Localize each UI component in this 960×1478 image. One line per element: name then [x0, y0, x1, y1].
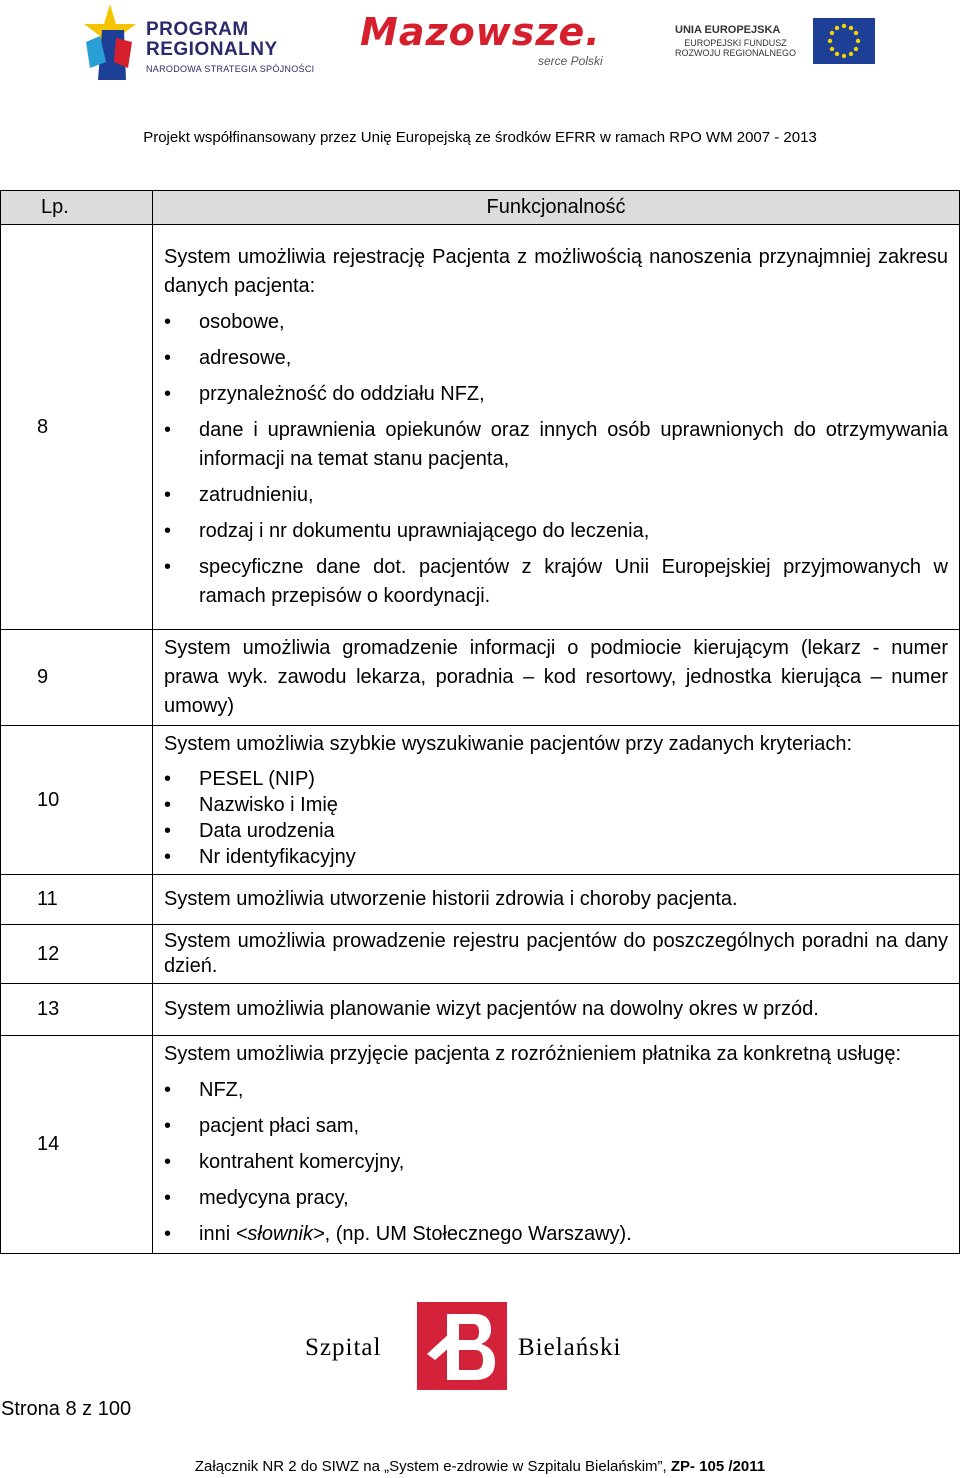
list-item: • adresowe, [164, 344, 948, 373]
program-regionalny-subtitle: NARODOWA STRATEGIA SPÓJNOŚCI [146, 64, 315, 74]
list-item: • NFZ, [164, 1076, 948, 1105]
list-item: • Nr identyfikacyjny [164, 844, 948, 870]
project-cofinancing-note: Projekt współfinansowany przez Unię Europejską ze środków EFRR w ramach RPO WM 2007 - 2013 [143, 129, 817, 146]
tender-reference: ZP- 105 /2011 [670, 1458, 766, 1475]
table-row [1, 726, 960, 875]
mazowsze-wordmark: Mazowsze. [360, 10, 601, 54]
star-emblem-icon [80, 2, 140, 82]
list-item: • przynależność do oddziału NFZ, [164, 380, 948, 409]
list-item: • inni <słownik>, (np. UM Stołecznego Warszawy). [164, 1220, 948, 1249]
eu-logo-title: UNIA EUROPEJSKA [675, 24, 781, 36]
row-functionality [153, 925, 960, 984]
row-functionality [153, 1036, 960, 1254]
list-item: • rodzaj i nr dokumentu uprawniającego do leczenia, [164, 517, 948, 546]
row-description: System umożliwia gromadzenie informacji o podmiocie kierującym (lekarz - numer prawa wyk. zawodu lekarza, poradnia – kod resortowy, jednostka kierująca – numer umowy) [164, 637, 948, 717]
functionality-table [0, 190, 960, 1254]
row-number: 12 [1, 925, 153, 984]
list-item: • dane i uprawnienia opiekunów oraz innych osób uprawnionych do otrzymywania informacji na temat stanu pacjenta, [164, 416, 948, 474]
b-letter-logo-icon [417, 1302, 507, 1390]
row-functionality [153, 875, 960, 925]
row-functionality [153, 984, 960, 1036]
list-item: • specyficzne dane dot. pacjentów z krajów Unii Europejskiej przyjmowanych w ramach przepisów o koordynacji. [164, 553, 948, 611]
bullet-list [164, 766, 948, 870]
page-number: Strona 8 z 100 [1, 1398, 132, 1420]
bielanski-wordmark: Bielański [518, 1334, 622, 1361]
table-row [1, 925, 960, 984]
bullet-list [164, 308, 948, 611]
list-item: • pacjent płaci sam, [164, 1112, 948, 1141]
row-description: System umożliwia przyjęcie pacjenta z rozróżnieniem płatnika za konkretną usługę: [164, 1043, 902, 1065]
table-row [1, 225, 960, 630]
row-functionality [153, 225, 960, 630]
table-row [1, 1036, 960, 1254]
header-logos [0, 0, 960, 90]
table-row [1, 630, 960, 726]
list-item: • kontrahent komercyjny, [164, 1148, 948, 1177]
column-header-lp: Lp. [1, 191, 153, 225]
row-number: 9 [1, 630, 153, 726]
szpital-bielanski-logo [300, 1300, 660, 1392]
dictionary-placeholder: <słownik> [235, 1223, 325, 1245]
list-item: • Data urodzenia [164, 818, 948, 844]
table-row [1, 984, 960, 1036]
row-description: System umożliwia planowanie wizyt pacjentów na dowolny okres w przód. [164, 998, 819, 1020]
row-number: 14 [1, 1036, 153, 1254]
row-description: System umożliwia prowadzenie rejestru pacjentów do poszczególnych poradni na dany dzień. [164, 930, 948, 977]
attachment-footer: Załącznik NR 2 do SIWZ na „System e-zdrowie w Szpitalu Bielańskim”, ZP- 105 /2011 [194, 1458, 766, 1475]
mazowsze-logo [360, 10, 620, 72]
row-number: 13 [1, 984, 153, 1036]
row-description: System umożliwia utworzenie historii zdrowia i choroby pacjenta. [164, 888, 738, 910]
row-functionality [153, 726, 960, 875]
eu-flag-icon [813, 18, 875, 64]
list-item: • zatrudnieniu, [164, 481, 948, 510]
row-description: System umożliwia rejestrację Pacjenta z możliwością nanoszenia przynajmniej zakresu danych pacjenta: [164, 246, 948, 297]
row-functionality [153, 630, 960, 726]
column-header-functionality: Funkcjonalność [153, 191, 960, 225]
program-regionalny-title: PROGRAM REGIONALNY [146, 19, 278, 60]
list-item: • Nazwisko i Imię [164, 792, 948, 818]
table-header-row [1, 191, 960, 225]
row-number: 10 [1, 726, 153, 875]
eu-logo-subtitle: EUROPEJSKI FUNDUSZ ROZWOJU REGIONALNEGO [675, 38, 797, 58]
szpital-wordmark: Szpital [305, 1334, 382, 1361]
list-item: • osobowe, [164, 308, 948, 337]
row-number: 8 [1, 225, 153, 630]
row-description: System umożliwia szybkie wyszukiwanie pacjentów przy zadanych kryteriach: [164, 733, 853, 755]
list-item: • medycyna pracy, [164, 1184, 948, 1213]
list-item: • PESEL (NIP) [164, 766, 948, 792]
program-regionalny-logo [80, 2, 330, 84]
bullet-list [164, 1076, 948, 1249]
table-row [1, 875, 960, 925]
row-number: 11 [1, 875, 153, 925]
eu-logo [655, 14, 880, 70]
mazowsze-tagline: serce Polski [538, 54, 603, 68]
